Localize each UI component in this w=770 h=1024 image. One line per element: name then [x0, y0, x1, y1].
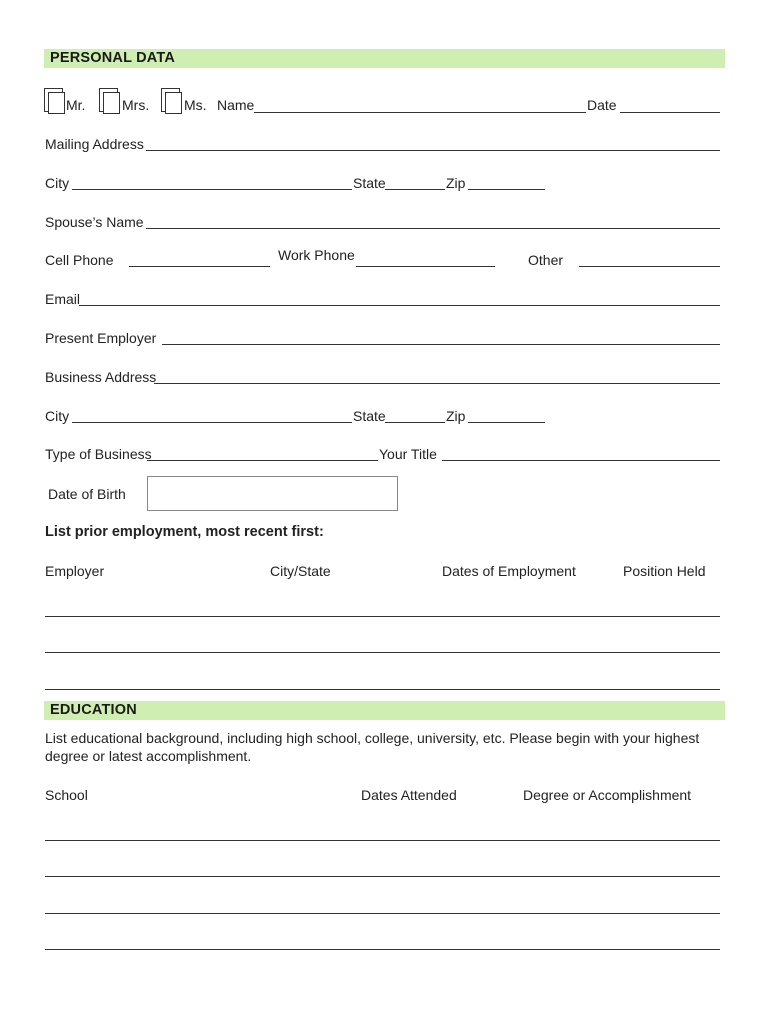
personal-data-header-text: PERSONAL DATA [50, 50, 176, 66]
cell-phone-label: Cell Phone [45, 252, 114, 268]
education-row-line[interactable] [45, 913, 720, 914]
mrs-label: Mrs. [122, 97, 150, 113]
your-title-label: Your Title [379, 446, 437, 462]
ms-label: Ms. [184, 97, 207, 113]
zip-label: Zip [446, 175, 466, 191]
mailing-address-label: Mailing Address [45, 136, 144, 152]
zip-field[interactable] [468, 189, 545, 190]
mailing-address-field[interactable] [146, 150, 720, 151]
education-row-line[interactable] [45, 949, 720, 950]
education-row-line[interactable] [45, 876, 720, 877]
city-field[interactable] [72, 189, 352, 190]
mrs-checkbox[interactable] [103, 92, 120, 114]
prior-employment-heading: List prior employment, most recent first: [45, 524, 324, 540]
business-address-field[interactable] [154, 383, 720, 384]
education-header-text: EDUCATION [50, 702, 137, 718]
education-instructions-line2: degree or latest accomplishment. [45, 748, 252, 764]
type-of-business-label: Type of Business [45, 446, 152, 462]
mr-label: Mr. [66, 97, 86, 113]
work-phone-label: Work Phone [278, 247, 355, 263]
employer-column-header: Employer [45, 563, 105, 579]
name-label: Name [217, 97, 255, 113]
state-field[interactable] [385, 189, 445, 190]
name-field[interactable] [254, 112, 586, 113]
business-zip-label: Zip [446, 408, 466, 424]
employment-row-line[interactable] [45, 652, 720, 653]
business-city-field[interactable] [72, 422, 352, 423]
spouse-name-field[interactable] [146, 228, 720, 229]
state-label: State [353, 175, 386, 191]
email-field[interactable] [79, 305, 720, 306]
business-zip-field[interactable] [468, 422, 545, 423]
other-phone-label: Other [528, 252, 564, 268]
spouse-name-label: Spouse’s Name [45, 214, 144, 230]
position-held-column-header: Position Held [623, 563, 706, 579]
employment-row-line[interactable] [45, 689, 720, 690]
date-of-birth-label: Date of Birth [48, 486, 126, 502]
business-city-label: City [45, 408, 70, 424]
mr-checkbox[interactable] [48, 92, 65, 114]
business-address-label: Business Address [45, 369, 157, 385]
type-of-business-field[interactable] [147, 460, 378, 461]
personal-data-header [44, 49, 725, 68]
other-phone-field[interactable] [579, 266, 720, 267]
dates-of-employment-column-header: Dates of Employment [442, 563, 576, 579]
ms-checkbox[interactable] [165, 92, 182, 114]
work-phone-field[interactable] [356, 266, 495, 267]
cell-phone-field[interactable] [129, 266, 270, 267]
city-label: City [45, 175, 70, 191]
education-instructions-line1: List educational background, including high school, college, university, etc. Please begin with your highest [45, 730, 700, 746]
school-column-header: School [45, 787, 88, 803]
degree-column-header: Degree or Accomplishment [523, 787, 692, 803]
date-label: Date [587, 97, 617, 113]
business-state-field[interactable] [385, 422, 445, 423]
employment-row-line[interactable] [45, 616, 720, 617]
education-row-line[interactable] [45, 840, 720, 841]
education-header [44, 701, 725, 720]
email-label: Email [45, 291, 81, 307]
present-employer-label: Present Employer [45, 330, 157, 346]
present-employer-field[interactable] [162, 344, 720, 345]
business-state-label: State [353, 408, 386, 424]
your-title-field[interactable] [442, 460, 720, 461]
dates-attended-column-header: Dates Attended [361, 787, 457, 803]
date-field[interactable] [620, 112, 720, 113]
date-of-birth-input[interactable] [147, 476, 398, 511]
city-state-column-header: City/State [270, 563, 331, 579]
